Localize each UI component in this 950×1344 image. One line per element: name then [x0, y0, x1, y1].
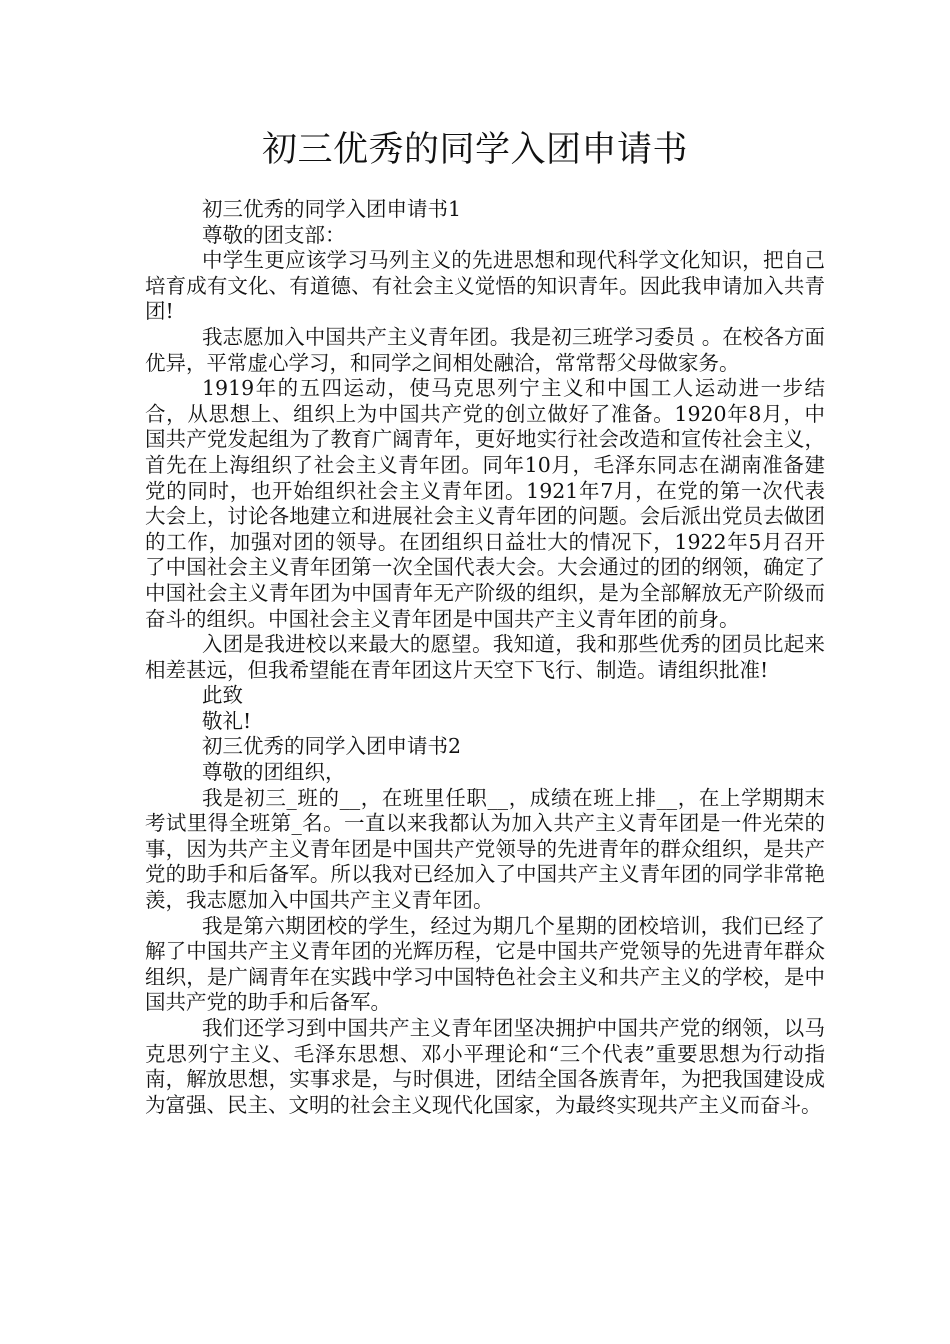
body-paragraph: 我是初三_班的__，在班里任职__，成绩在班上排__，在上学期期末考试里得全班第_名。一直以来我都认为加入共产主义青年团是一件光荣的事，因为共产主义青年团是中国共产党领导的先进青年的群众组织，是共产党的助手和后备军。所以我对已经加入了中国共产主义青年团的同学非常艳羡，我志愿加入中国共产主义青年团。: [145, 785, 825, 913]
closing-line: 此致: [202, 683, 243, 708]
section-heading-2: 初三优秀的同学入团申请书2: [202, 734, 462, 759]
body-paragraph: 1919年的五四运动，使马克思列宁主义和中国工人运动进一步结合，从思想上、组织上为中国共产党的创立做好了准备。1920年8月，中国共产党发起组为了教育广阔青年，更好地实行社会改造和宣传社会主义，首先在上海组织了社会主义青年团。同年10月，毛泽东同志在湖南准备建党的同时，也开始组织社会主义青年团。1921年7月，在党的第一次代表大会上，讨论各地建立和进展社会主义青年团的问题。会后派出党员去做团的工作，加强对团的领导。在团组织日益壮大的情况下，1922年5月召开了中国社会主义青年团第一次全国代表大会。大会通过的团的纲领，确定了中国社会主义青年团为中国青年无产阶级的组织，是为全部解放无产阶级而奋斗的组织。中国社会主义青年团是中国共产主义青年团的前身。: [145, 376, 825, 631]
body-paragraph: 我们还学习到中国共产主义青年团坚决拥护中国共产党的纲领，以马克思列宁主义、毛泽东思想、邓小平理论和“三个代表”重要思想为行动指南，解放思想，实事求是，与时俱进，团结全国各族青年，为把我国建设成为富强、民主、文明的社会主义现代化国家，为最终实现共产主义而奋斗。: [145, 1016, 825, 1117]
body-paragraph: 入团是我进校以来最大的愿望。我知道，我和那些优秀的团员比起来相差甚远，但我希望能在青年团这片天空下飞行、制造。请组织批准!: [145, 632, 825, 682]
closing-line: 敬礼!: [202, 708, 252, 733]
section-heading-1: 初三优秀的同学入团申请书1: [202, 197, 462, 221]
body-paragraph: 中学生更应该学习马列主义的先进思想和现代科学文化知识，把自己培育成有文化、有道德、有社会主义觉悟的知识青年。因此我申请加入共青团!: [145, 248, 825, 324]
salutation-2: 尊敬的团组织，: [202, 760, 346, 785]
document-body: [145, 197, 825, 1118]
salutation-1: 尊敬的团支部：: [202, 222, 346, 247]
document-title: 初三优秀的同学入团申请书: [261, 130, 688, 170]
body-paragraph: 我是第六期团校的学生，经过为期几个星期的团校培训，我们已经了解了中国共产主义青年团的光辉历程，它是中国共产党领导的先进青年群众组织，是广阔青年在实践中学习中国特色社会主义和共产主义的学校，是中国共产党的助手和后备军。: [145, 913, 825, 1015]
body-paragraph: 我志愿加入中国共产主义青年团。我是初三班学习委员 。在校各方面优异，平常虚心学习，和同学之间相处融洽，常常帮父母做家务。: [145, 324, 825, 375]
